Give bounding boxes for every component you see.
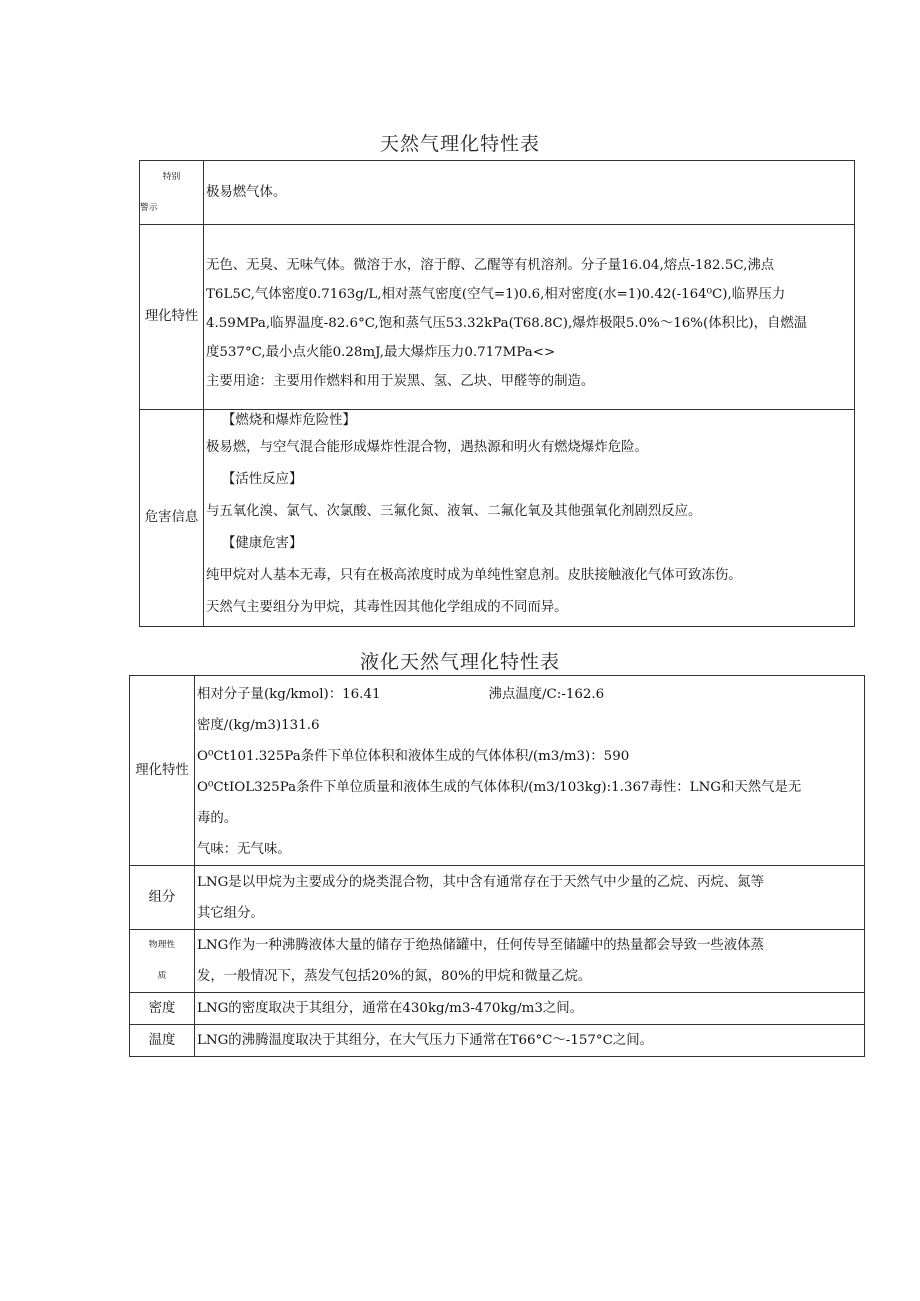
props-row (140, 225, 855, 410)
table1-title: 天然气理化特性表 (379, 133, 540, 155)
lng-props-row (130, 676, 865, 866)
toxicity-end: 毒的。 (197, 811, 238, 826)
fire-text: 极易燃，与空气混合能形成爆炸性混合物，遇热源和明火有燃烧爆炸危险。 (206, 440, 648, 455)
props-line-1: 无色、无臭、无味气体。微溶于水，溶于醇、乙醒等有机溶剂。分子量16.04,熔点-182.5C,沸点 (206, 258, 775, 273)
gas-volume-1: O⁰Ct101.325Pa条件下单位体积和液体生成的气体体积/(m3/m3)：590 (197, 749, 630, 764)
warning-label (140, 161, 204, 225)
gas-volume-2: O⁰CtIOL325Pa条件下单位质量和液体生成的气体体积/(m3/103kg):1.367毒性：LNG和天然气是无 (197, 780, 802, 795)
bp-value: 沸点温度/C:-162.6 (488, 687, 605, 702)
table2-title: 液化天然气理化特性表 (359, 651, 560, 673)
density-value: 密度/(kg/m3)131.6 (197, 718, 320, 733)
health-text-2: 天然气主要组分为甲烷，其毒性因其他化学组成的不同而异。 (206, 600, 568, 615)
temperature-text: LNG的沸腾温度取决于其组分，在大气压力下通常在T66°C～-157°C之间。 (195, 1025, 865, 1057)
reactivity-header: 【活性反应】 (222, 472, 303, 487)
warning-row (140, 161, 855, 225)
lng-props-label: 理化特性 (130, 676, 195, 866)
reactivity-text: 与五氧化溴、氯气、次氯酸、三氟化氮、液氧、二氟化氧及其他强氧化剂剧烈反应。 (206, 504, 702, 519)
hazard-label: 危害信息 (140, 410, 204, 627)
lng-table (129, 675, 865, 1057)
warning-label-line2: 警示 (140, 202, 158, 213)
mw-value: 相对分子量(kg/kmol)：16.41 (197, 687, 381, 702)
health-text-1: 纯甲烷对人基本无毒，只有在极高浓度时成为单纯性窒息剂。皮肤接触液化气体可致冻伤。 (206, 568, 742, 583)
hazard-row (140, 410, 855, 627)
props-line-2: T6L5C,气体密度0.7163g/L,相对蒸气密度(空气=1)0.6,相对密度(水=1)0.42(-164⁰C),临界压力 (206, 287, 786, 302)
hazard-text (204, 410, 855, 627)
props-label: 理化特性 (140, 225, 204, 410)
physical-text: LNG作为一种沸腾液体大量的储存于绝热储罐中，任何传导至储罐中的热量都会导致一些液体蒸 发，一般情况下，蒸发气包括20%的氮，80%的甲烷和微量乙烷。 (195, 930, 865, 993)
temperature-row (130, 1025, 865, 1057)
physical-label: 物理性 质 (130, 930, 195, 993)
density-label: 密度 (130, 993, 195, 1025)
density-row (130, 993, 865, 1025)
warning-text: 极易燃气体。 (204, 161, 855, 225)
natural-gas-table (139, 160, 855, 627)
fire-header: 【燃烧和爆炸危险性】 (222, 413, 356, 428)
warning-label-line1: 特别 (162, 171, 181, 182)
composition-row (130, 866, 865, 930)
props-line-4: 度537°C,最小点火能0.28mJ,最大爆炸压力0.717MPa<> (206, 345, 556, 360)
density-text: LNG的密度取决于其组分，通常在430kg/m3-470kg/m3之间。 (195, 993, 865, 1025)
composition-label: 组分 (130, 866, 195, 930)
odor: 气味：无气味。 (197, 842, 291, 857)
lng-props-text (195, 676, 865, 866)
props-line-3: 4.59MPa,临界温度-82.6°C,饱和蒸气压53.32kPa(T68.8C),爆炸极限5.0%～16%(体积比)，自燃温 (206, 316, 808, 331)
temperature-label: 温度 (130, 1025, 195, 1057)
physical-row (130, 930, 865, 993)
props-use: 主要用途：主要用作燃料和用于炭黑、氢、乙块、甲醛等的制造。 (206, 374, 595, 389)
composition-text: LNG是以甲烷为主要成分的烧类混合物，其中含有通常存在于天然气中少量的乙烷、丙烷、氮等 其它组分。 (195, 866, 865, 930)
props-text (204, 225, 855, 410)
health-header: 【健康危害】 (222, 536, 303, 551)
